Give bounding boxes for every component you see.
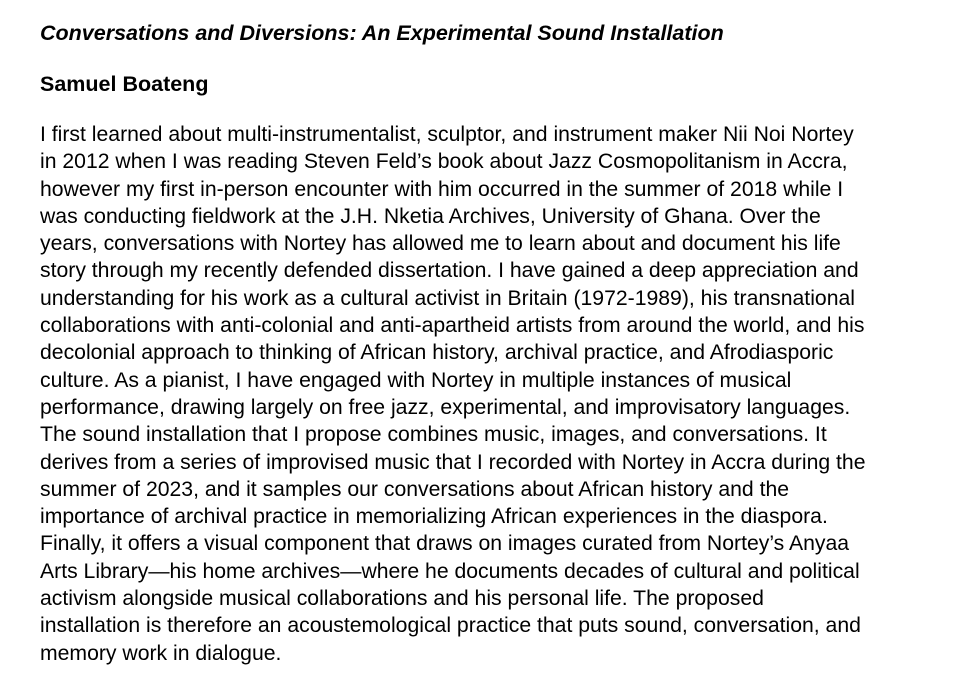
body-line: derives from a series of improvised music that I recorded with Nortey in Accra during the (40, 450, 866, 474)
document-title: Conversations and Diversions: An Experimental Sound Installation (40, 21, 724, 45)
body-line: Arts Library—his home archives—where he documents decades of cultural and political (40, 559, 860, 583)
body-line: in 2012 when I was reading Steven Feld’s book about Jazz Cosmopolitanism in Accra, (40, 150, 848, 174)
body-line: was conducting fieldwork at the J.H. Nketia Archives, University of Ghana. Over the (40, 204, 821, 228)
body-line: The sound installation that I propose combines music, images, and conversations. It (40, 423, 827, 447)
body-line: I first learned about multi-instrumentalist, sculptor, and instrument maker Nii Noi Nortey (40, 123, 854, 146)
body-line: summer of 2023, and it samples our conversations about African history and the (40, 477, 790, 501)
body-line: activism alongside musical collaborations and his personal life. The proposed (40, 587, 764, 611)
document (40, 18, 960, 667)
body-line: memory work in dialogue. (40, 641, 282, 665)
body-line: importance of archival practice in memorializing African experiences in the diaspora. (40, 505, 828, 529)
body-line: Finally, it offers a visual component that draws on images curated from Nortey’s Anyaa (40, 532, 850, 556)
body-line: installation is therefore an acoustemological practice that puts sound, conversation, and (40, 614, 861, 638)
body-line: understanding for his work as a cultural activist in Britain (1972-1989), his transnational (40, 286, 855, 310)
body-line: decolonial approach to thinking of African history, archival practice, and Afrodiasporic (40, 341, 834, 365)
body-paragraph (40, 121, 960, 667)
body-line: culture. As a pianist, I have engaged with Nortey in multiple instances of musical (40, 368, 792, 392)
author-name: Samuel Boateng (40, 72, 209, 96)
body-line: collaborations with anti-colonial and anti-apartheid artists from around the world, and his (40, 314, 865, 338)
body-line: story through my recently defended dissertation. I have gained a deep appreciation and (40, 259, 859, 283)
body-line: however my first in-person encounter with him occurred in the summer of 2018 while I (40, 177, 844, 201)
body-line: performance, drawing largely on free jazz, experimental, and improvisatory languages. (40, 395, 851, 419)
body-line: years, conversations with Nortey has allowed me to learn about and document his life (40, 232, 841, 256)
